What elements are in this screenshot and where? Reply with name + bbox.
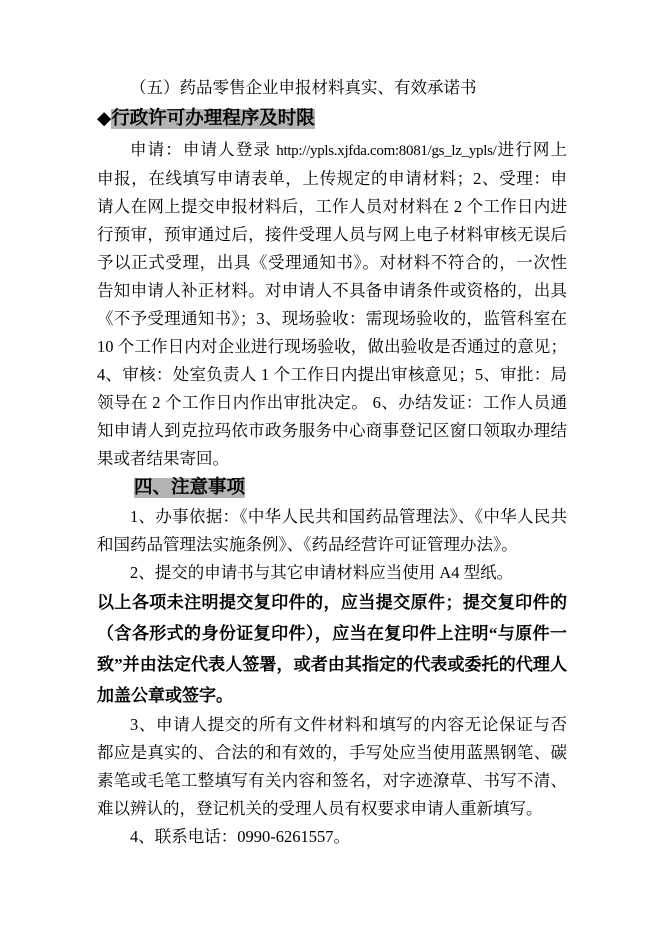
section-heading-notes (97, 473, 567, 503)
section-heading-procedure-text: 行政许可办理程序及时限 (111, 109, 315, 129)
procedure-body-lead-text: 申请：申请人登录 (130, 140, 277, 159)
paragraph-note-4-phone: 4、联系电话：0990-6261557。 (130, 827, 350, 846)
procedure-body-rest-text: 进行网上申报，在线填写申请表单，上传规定的申请材料；2、受理：申请人在网上提交申报材料后，工作人员对材料在 2 个工作日内进行预审，预审通过后，接件受理人员与网上电子材料审核无误后予以正式受理，出具《受理通知书》。对材料不符合的，一次性告知申请人补正材料。对申请人不具备申请条件或资格的，出具《不予受理通知书》；3、现场验收：需现场验收的，监管科室在 10 个工作日内对企业进行现场验收，做出验收是否通过的意见；4、审核：处室负责人 1 个工作日内提出审核意见；5、审批：局领导在 2 个工作日内作出审批决定。 6、办结发证：工作人员通知申请人到克拉玛依市政务服务中心商事登记区窗口领取办理结果或者结果寄回。 (97, 140, 568, 468)
paragraph-bold-copy-notice: 以上各项未注明提交复印件的，应当提交原件；提交复印件的（含各形式的身份证复印件），应当在复印件上注明“与原件一致”并由法定代表人签署，或者由其指定的代表或委托的代理人加盖公章或签字。 (97, 593, 567, 705)
paragraph-promise-letter: （五）药品零售企业申报材料真实、有效承诺书 (130, 78, 477, 97)
paragraph-note-2-a4-paper: 2、提交的申请书与其它申请材料应当使用 A4 型纸。 (130, 563, 514, 582)
paragraph-note-3-handwriting: 3、申请人提交的所有文件材料和填写的内容无论保证与否都应是真实的、合法的和有效的，手写处应当使用蓝黑钢笔、碳素笔或毛笔工整填写有关内容和签名，对字迹潦草、书写不清、难以辨认的，登记机关的受理人员有权要求申请人重新填写。 (97, 715, 567, 818)
diamond-bullet-icon: ◆ (97, 109, 112, 129)
application-url-text: http://ypls.xjfda.com:8081/gs_lz_ypls/ (276, 143, 497, 159)
paragraph-procedure-body (97, 136, 567, 473)
section-heading-notes-text: 四、注意事项 (134, 478, 246, 498)
document-content (97, 74, 567, 851)
section-heading-procedure (97, 102, 567, 136)
paragraph-note-1-legal-basis: 1、办事依据：《中华人民共和国药品管理法》、《中华人民共和国药品管理法实施条例》、《药品经营许可证管理办法》。 (97, 507, 567, 554)
